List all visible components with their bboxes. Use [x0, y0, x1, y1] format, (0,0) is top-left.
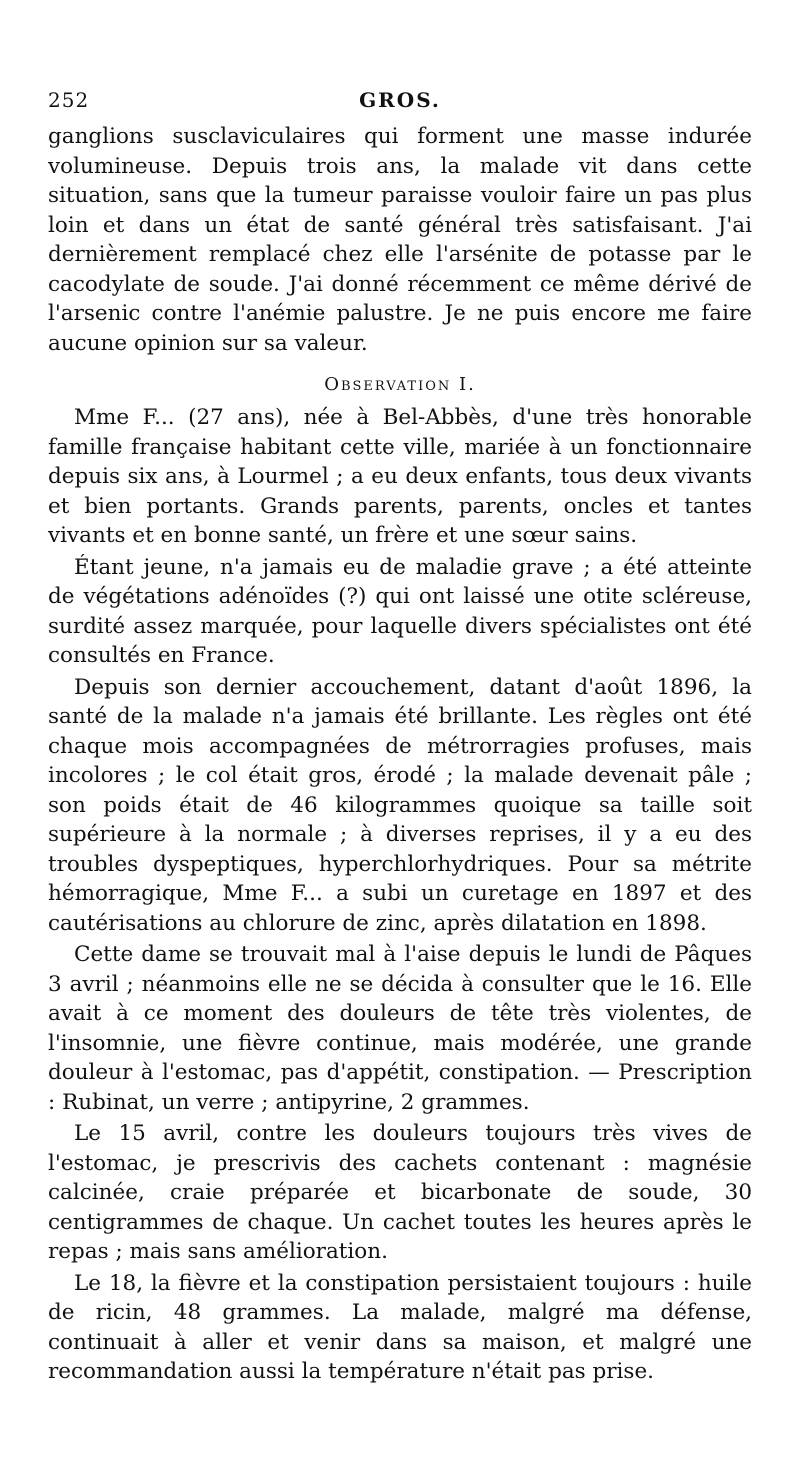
document-page [48, 88, 752, 1387]
section-heading: Observation I. [324, 374, 476, 395]
paragraph-treatment-april-15: Le 15 avril, contre les douleurs toujours très vives de l'estomac, je prescrivis des cachets contenant : magnésie calcinée, craie préparée et bicarbonate de soude, 30 centigrammes de chaque. Un cachet toutes les heures après le repas ; mais sans amélioration. [48, 1121, 752, 1264]
paragraph-medical-history: Étant jeune, n'a jamais eu de maladie grave ; a été atteinte de végétations adénoïdes (?) qui ont laissé une otite scléreuse, surdité assez marquée, pour laquelle divers spécialistes ont été consultés en France. [48, 554, 752, 668]
page-header [48, 88, 752, 122]
paragraph-patient-background: Mme F... (27 ans), née à Bel-Abbès, d'une très honorable famille française habitant cette ville, mariée à un fonctionnaire depuis six ans, à Lourmel ; a eu deux enfants, tous deux vivants et bien portants. Grands parents, parents, oncles et tantes vivants et en bonne santé, un frère et une sœur sains. [48, 405, 752, 548]
page-number: 252 [48, 88, 90, 112]
running-title: GROS. [359, 88, 441, 112]
paragraph-treatment-april-18: Le 18, la fièvre et la constipation persistaient toujours : huile de ricin, 48 grammes. La malade, malgré ma défense, continuait à aller et venir dans sa maison, et malgré une recommandation aussi la température n'était pas prise. [48, 1270, 752, 1384]
paragraph-continuation: ganglions susclaviculaires qui forment une masse indurée volumineuse. Depuis trois ans, la malade vit dans cette situation, sans que la tumeur paraisse vouloir faire un pas plus loin et dans un état de santé général très satisfaisant. J'ai dernièrement remplacé chez elle l'arsénite de potasse par le cacodylate de soude. J'ai donné récemment ce même dérivé de l'arsenic contre l'anémie palustre. Je ne puis encore me faire aucune opinion sur sa valeur. [48, 124, 752, 356]
paragraph-recent-health: Depuis son dernier accouchement, datant d'août 1896, la santé de la malade n'a jamais été brillante. Les règles ont été chaque mois accompagnées de métrorragies profuses, mais incolores ; le col était gros, érodé ; la malade devenait pâle ; son poids était de 46 kilogrammes quoique sa taille soit supérieure à la normale ; à diverses reprises, il y a eu des troubles dyspeptiques, hyperchlorhydriques. Pour sa métrite hémorragique, Mme F... a subi un curetage en 1897 et des cautérisations au chlorure de zinc, après dilatation en 1898. [48, 674, 752, 936]
paragraph-consultation: Cette dame se trouvait mal à l'aise depuis le lundi de Pâques 3 avril ; néanmoins elle ne se décida à consulter que le 16. Elle avait à ce moment des douleurs de tête très violentes, de l'insomnie, une fièvre continue, mais modérée, une grande douleur à l'estomac, pas d'appétit, constipation. — Prescription : Rubinat, un verre ; antipyrine, 2 grammes. [48, 942, 752, 1115]
